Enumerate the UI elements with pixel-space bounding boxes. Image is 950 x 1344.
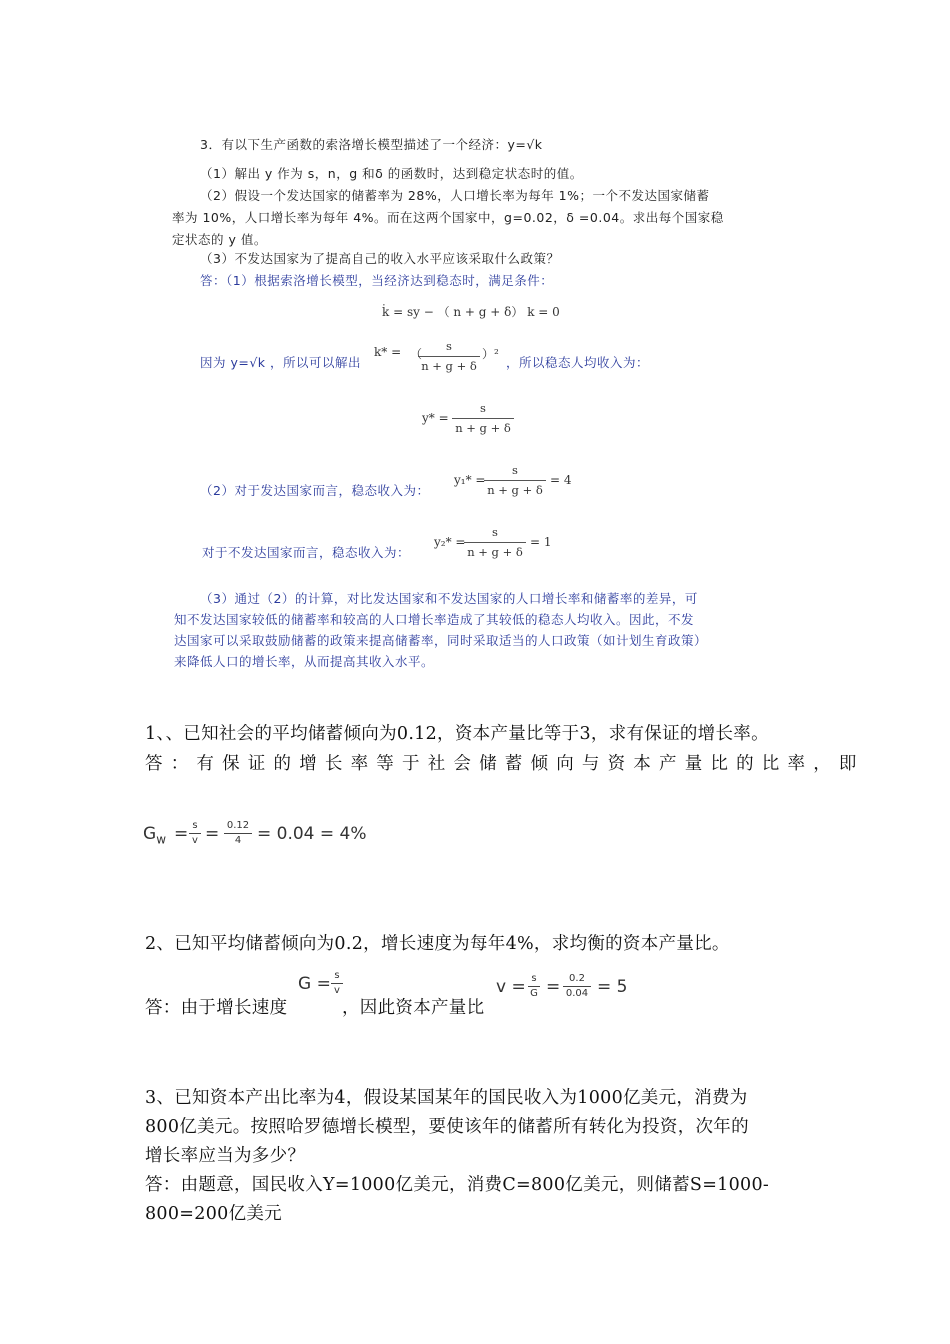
gw-equals-2: = — [205, 824, 220, 844]
v-lhs: v = — [496, 977, 526, 997]
v-fraction-2 — [563, 973, 591, 999]
g-fraction — [331, 970, 343, 996]
part3-line2: 知不发达国家较低的储蓄率和较高的人口增长率造成了其较低的稳态人均收入。因此，不发 — [174, 612, 695, 627]
y1-denominator: n + g + δ — [487, 483, 543, 497]
q1-answer: 答：有保证的增长率等于社会储蓄倾向与资本产量比的比率，即 — [145, 754, 865, 774]
y2-denominator: n + g + δ — [467, 545, 523, 559]
q3-line2: 800亿美元。按照哈罗德增长模型，要使该年的储蓄所有转化为投资，次年的 — [145, 1117, 749, 1137]
developed-text: （2）对于发达国家而言，稳态收入为： — [200, 483, 430, 498]
y2-lhs: y₂* = — [434, 535, 466, 549]
part3-line1: （3）通过（2）的计算，对比发达国家和不发达国家的人口增长率和储蓄率的差异，可 — [200, 591, 698, 606]
y2-value: = 1 — [530, 535, 552, 549]
q3-line3: 增长率应当为多少？ — [145, 1146, 306, 1166]
v-fraction-1 — [528, 973, 540, 999]
y1-lhs: y₁* = — [454, 473, 486, 487]
gw-letter: G — [143, 824, 157, 844]
ystar-lhs: y* = — [422, 411, 449, 425]
g-denominator: v — [334, 985, 340, 996]
q3-part2-line3: 定状态的 y 值。 — [172, 232, 267, 247]
because-post-text: ，所以稳态人均收入为： — [506, 355, 650, 370]
q1-result: = 0.04 = 4% — [257, 824, 367, 844]
g-numerator: s — [334, 970, 340, 981]
q3-title: 3．有以下生产函数的索洛增长模型描述了一个经济：y=√k — [200, 137, 543, 152]
part3-line4: 来降低人口的增长率，从而提高其收入水平。 — [174, 654, 435, 669]
kstar-open-paren: （ — [410, 347, 423, 361]
kstar-denominator: n + g + δ — [421, 359, 477, 373]
q2-question: 2、已知平均储蓄倾向为0.2，增长速度为每年4%，求均衡的资本产量比。 — [145, 934, 730, 954]
ystar-numerator: s — [480, 401, 486, 415]
kdot-equation: k̇ = sy − （ n + g + δ） k = 0 — [382, 305, 560, 319]
q1-fraction-values — [224, 820, 252, 846]
gw-equals-1: = — [174, 824, 189, 844]
g-lhs: G = — [298, 974, 331, 994]
q3-part2-line2: 率为 10%，人口增长率为每年 4%。而在这两个国家中，g=0.02，δ =0.04。求出每个国家稳 — [172, 210, 724, 225]
kstar-power: ）² — [482, 347, 499, 361]
v-equals: = — [546, 977, 561, 997]
q1-f1-numerator: s — [192, 820, 198, 831]
q1-question: 1、、已知社会的平均储蓄倾向为0.12，资本产量比等于3，求有保证的增长率。 — [145, 724, 769, 744]
gw-subscript: w — [156, 832, 167, 847]
ystar-denominator: n + g + δ — [455, 421, 511, 435]
y1-fraction — [484, 463, 546, 497]
undeveloped-text: 对于不发达国家而言，稳态收入为： — [202, 545, 411, 560]
part3-line3: 达国家可以采取鼓励储蓄的政策来提高储蓄率，同时采取适当的人口政策（如计划生育政策） — [174, 633, 708, 648]
q3-answer-line2: 800=200亿美元 — [145, 1204, 282, 1224]
q1-fraction-s-v — [189, 820, 201, 846]
answer-intro: 答：（1）根据索洛增长模型，当经济达到稳态时，满足条件： — [200, 273, 554, 288]
v-f2-numerator: 0.2 — [569, 973, 585, 984]
q3-answer-line1: 答：由题意，国民收入Y=1000亿美元，消费C=800亿美元，则储蓄S=1000- — [145, 1175, 770, 1195]
q3-part2-line1: （2）假设一个发达国家的储蓄率为 28%，人口增长率为每年 1%；一个不发达国家储蓄 — [200, 188, 710, 203]
gw-symbol — [143, 824, 166, 846]
q1-f2-denominator: 4 — [234, 835, 242, 846]
q3-part1: （1）解出 y 作为 s，n，g 和δ 的函数时，达到稳定状态时的值。 — [200, 166, 583, 181]
v-f1-numerator: s — [531, 973, 537, 984]
y2-numerator: s — [492, 525, 498, 539]
q1-f2-numerator: 0.12 — [226, 820, 250, 831]
q1-f1-denominator: v — [192, 835, 198, 846]
q2-answer-mid: ，因此资本产量比 — [342, 998, 485, 1018]
kstar-fraction — [418, 339, 480, 373]
v-f2-denominator: 0.04 — [565, 988, 589, 999]
kstar-lhs: k* = — [374, 345, 402, 359]
v-f1-denominator: G — [530, 988, 538, 999]
ystar-fraction — [452, 401, 514, 435]
y2-fraction — [464, 525, 526, 559]
y1-numerator: s — [512, 463, 518, 477]
scanned-problem-image — [160, 125, 760, 685]
q2-answer-pre: 答：由于增长速度 — [145, 998, 288, 1018]
kstar-numerator: s — [446, 339, 452, 353]
q3-line1: 3、已知资本产出比率为4，假设某国某年的国民收入为1000亿美元，消费为 — [145, 1088, 748, 1108]
because-text: 因为 y=√k ，所以可以解出 — [200, 355, 362, 370]
q3-part3: （3）不发达国家为了提高自己的收入水平应该采取什么政策？ — [200, 251, 560, 266]
v-result: = 5 — [597, 977, 628, 997]
y1-value: = 4 — [550, 473, 572, 487]
